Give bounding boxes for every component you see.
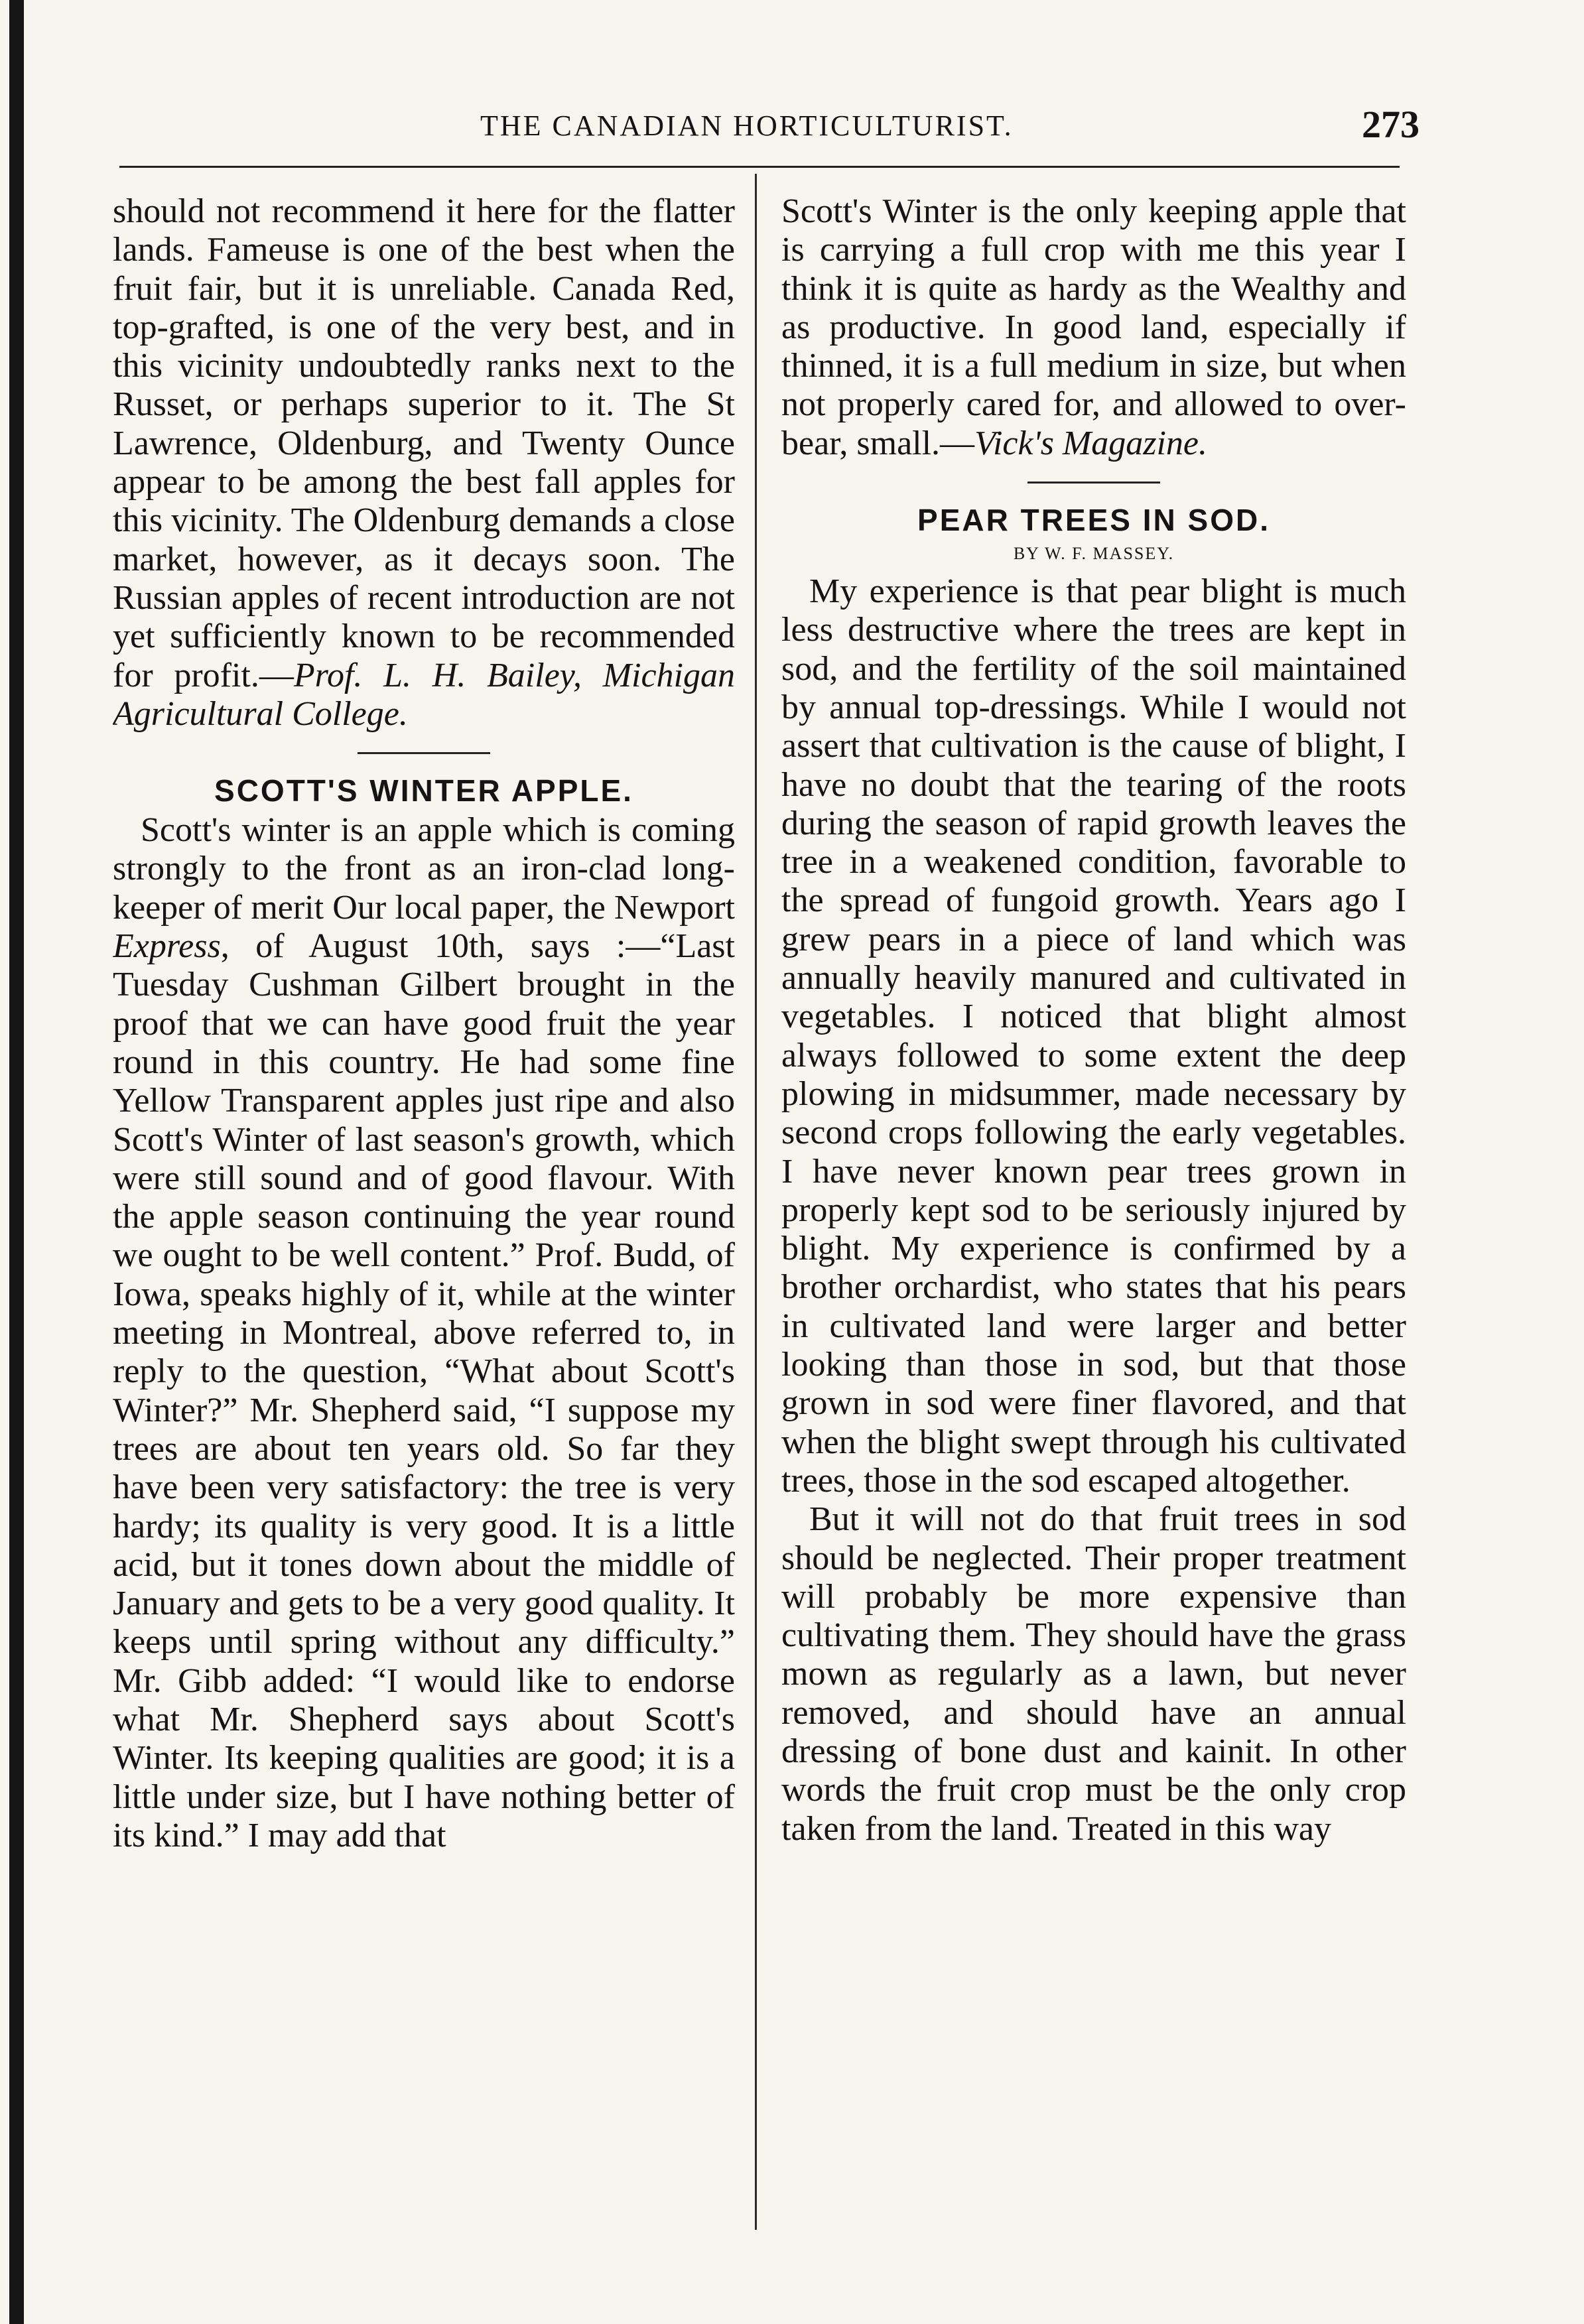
article-pear-trees-p1: My experience is that pear blight is much less destructive where the trees are kept in sod, and the fertility of the soil maintained by annual top-dressings. While I would not assert that cultivation is the cause of blight, I have no doubt that the tearing of the roots during the season of rapid growth leaves the tree in a weakened condition, favorable to the spread of fungoid growth. Years ago I grew pears in a piece of land which was annually heavily manured and cultivated in vegetables. I noticed that blight almost always followed to some extent the deep plowing in midsummer, made necessary by second crops following the early vegetables. I have never known pear trees grown in properly kept sod to be seriously injured by blight. My experience is confirmed by a brother orchardist, who states that his pears in cultivated land were larger and better looking than those in sod, but that those grown in sod were finer flavored, and that when the blight swept through his cultivated trees, those in the sod escaped altogether.: [781, 572, 1406, 1500]
section-rule: [1027, 482, 1160, 484]
article-scotts-winter-end-text: Scott's Winter is the only keeping apple that is carrying a full crop with me this year I think it is quite as hardy as the Wealthy and as productive. In good land, especially if thinned, it is a full medium in size, but when not properly cared for, and allowed to over-bear, small.—: [781, 192, 1406, 462]
citation: Vick's Magazine.: [974, 424, 1208, 462]
column-divider: [755, 174, 757, 2230]
article-pear-trees-p2: But it will not do that fruit trees in sod should be neglected. Their proper treatment will probably be more expensive than cultivating them. They should have the grass mown as regularly as a lawn, but never removed, and should have an annual dressing of bone dust and kainit. In other words the fruit crop must be the only crop taken from the land. Treated in this way: [781, 1500, 1406, 1848]
running-title: THE CANADIAN HORTICULTURIST.: [480, 109, 1014, 142]
left-column: [113, 192, 735, 2262]
citation: Prof. L. H. Bailey, Michigan Agricultural College.: [113, 656, 735, 733]
section-rule: [358, 752, 490, 754]
page-header: [119, 103, 1419, 146]
right-column: [781, 192, 1406, 2262]
section-title-pear-trees-in-sod: PEAR TREES IN SOD.: [917, 503, 1270, 538]
byline: BY W. F. MASSEY.: [1013, 544, 1175, 564]
newspaper-name: Express: [113, 927, 221, 966]
article-continuation: [113, 192, 735, 734]
header-rule: [119, 166, 1400, 168]
article-scotts-winter-text: Scott's winter is an apple which is coming strongly to the front as an iron-clad long-keeper of merit Our local paper, the Newport: [113, 811, 735, 927]
article-scotts-winter: [113, 811, 735, 1855]
article-scotts-winter-text-b: , of August 10th, says :—“Last Tuesday Cushman Gilbert brought in the proof that we can have good fruit the year round in this country. He had some fine Yellow Transparent apples just ripe and also Scott's Winter of last season's growth, which were still sound and of good flavour. With the apple season continuing the year round we ought to be well content.” Prof. Budd, of Iowa, speaks highly of it, while at the winter meeting in Montreal, above referred to, in reply to the question, “What about Scott's Winter?” Mr. Shepherd said, “I suppose my trees are about ten years old. So far they have been very satisfactory: the tree is very hardy; its quality is very good. It is a little acid, but it tones down about the middle of January and gets to be a very good quality. It keeps until spring without any difficulty.” Mr. Gibb added: “I would like to endorse what Mr. Shepherd says about Scott's Winter. Its keeping qualities are good; it is a little under size, but I have nothing better of its kind.” I may add that: [113, 927, 735, 1854]
article-continuation-text: should not recommend it here for the flatter lands. Fameuse is one of the best when the fruit fair, but it is unreliable. Canada Red, top-grafted, is one of the very best, and in this vicinity undoubtedly ranks next to the Russet, or perhaps superior to it. The St Lawrence, Oldenburg, and Twenty Ounce appear to be among the best fall apples for this vicinity. The Oldenburg demands a close market, however, as it decays soon. The Russian apples of recent introduction are not yet sufficiently known to be recommended for profit.—: [113, 192, 735, 694]
section-title-scotts-winter-apple: SCOTT'S WINTER APPLE.: [214, 773, 633, 808]
page-number: 273: [1362, 103, 1419, 146]
book-spine-edge: [9, 0, 24, 2324]
article-scotts-winter-end: [781, 192, 1406, 463]
